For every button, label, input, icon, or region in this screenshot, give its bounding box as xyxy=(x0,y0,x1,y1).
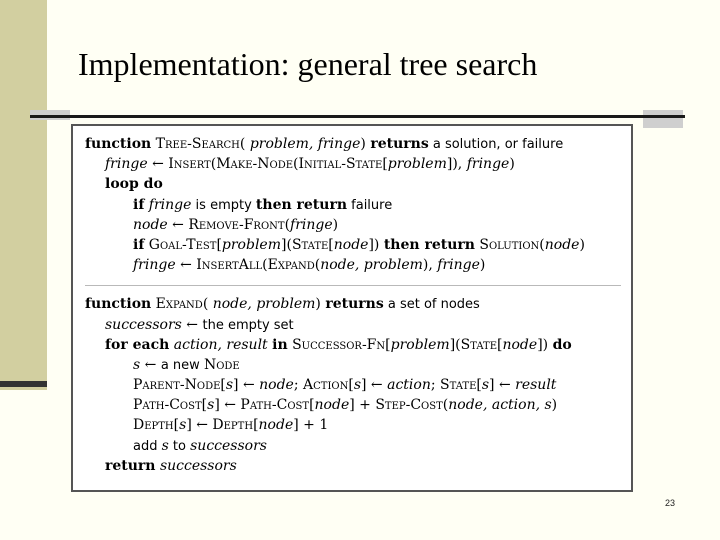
code-token: ← xyxy=(175,257,197,274)
tree-search-line xyxy=(85,255,621,275)
code-token: s xyxy=(225,377,234,394)
code-token: [ xyxy=(220,377,226,394)
code-token: Depth xyxy=(212,417,254,434)
title-rule xyxy=(30,115,685,118)
code-token: ]) xyxy=(537,336,553,353)
code-token: Step-Cost xyxy=(375,397,443,414)
code-token: in xyxy=(272,336,288,353)
code-token: do xyxy=(552,336,572,353)
code-token: node, action, s xyxy=(448,397,552,414)
code-token: fringe xyxy=(290,216,333,233)
code-token: node xyxy=(333,236,369,253)
code-token: s xyxy=(481,377,490,394)
code-token: [ xyxy=(385,336,391,353)
code-token: fringe xyxy=(437,257,480,274)
code-token: s xyxy=(133,356,141,373)
code-token: State xyxy=(291,236,329,253)
code-token: fringe xyxy=(466,156,510,173)
expand-line xyxy=(85,355,621,375)
slide-side-band xyxy=(0,0,47,390)
code-token: return xyxy=(105,457,156,474)
tree-search-block xyxy=(85,134,621,275)
code-token: problem xyxy=(221,236,281,253)
expand-line xyxy=(85,415,621,435)
code-token: problem xyxy=(390,336,450,353)
code-token: node xyxy=(258,417,294,434)
code-token: loop do xyxy=(105,176,163,193)
expand-line xyxy=(85,436,621,456)
code-token: successors xyxy=(159,457,237,474)
expand-line xyxy=(85,456,621,476)
code-token: [ xyxy=(201,397,208,414)
code-token: problem xyxy=(387,156,447,173)
code-token: ) xyxy=(360,136,371,152)
code-token: ( xyxy=(284,216,291,233)
algorithm-box xyxy=(71,124,633,492)
code-token: returns xyxy=(370,136,429,152)
tree-search-line xyxy=(85,134,621,154)
code-token: Successor-Fn xyxy=(292,336,386,353)
code-token: node xyxy=(133,216,168,233)
code-token: action, result xyxy=(173,336,268,353)
code-token: function xyxy=(85,136,152,152)
code-token: a set of nodes xyxy=(383,297,480,313)
expand-line xyxy=(85,315,621,335)
expand-line xyxy=(85,375,621,395)
expand-line xyxy=(85,395,621,415)
code-token: ( xyxy=(262,257,268,274)
code-token: ) xyxy=(332,216,339,233)
code-token: Goal-Test xyxy=(148,236,217,253)
code-token: to xyxy=(168,438,191,454)
tree-search-line xyxy=(85,235,621,255)
code-token: ] ← xyxy=(361,377,388,394)
code-token: ] + xyxy=(349,397,376,414)
code-token: ( xyxy=(314,257,321,274)
code-token: ) xyxy=(579,236,585,253)
code-token: ← xyxy=(181,316,203,333)
page-number: 23 xyxy=(665,498,676,508)
code-token: node, problem xyxy=(320,257,423,274)
code-token: Remove-Front xyxy=(188,216,285,233)
expand-line xyxy=(85,335,621,355)
code-token: a solution, or failure xyxy=(428,137,564,152)
code-token: Tree-Search xyxy=(155,136,240,152)
code-token: ]), xyxy=(446,156,467,173)
slide-title: Implementation: general tree search xyxy=(78,46,538,82)
code-token: [ xyxy=(216,236,222,253)
code-token: ; xyxy=(430,377,441,394)
code-token: ] + 1 xyxy=(293,417,329,434)
code-token: s xyxy=(207,397,215,414)
code-token: node xyxy=(314,397,350,414)
code-token: [ xyxy=(328,236,334,253)
code-token: ( xyxy=(239,136,250,152)
code-token: add xyxy=(133,438,162,454)
code-token: Path-Cost xyxy=(133,397,202,414)
code-token: ) xyxy=(315,296,326,313)
code-token: ]( xyxy=(281,236,292,253)
code-token: ] ← xyxy=(214,397,241,414)
code-token: for each xyxy=(105,336,170,353)
expand-line xyxy=(85,294,621,314)
code-token: [ xyxy=(309,397,315,414)
code-token: Insert xyxy=(168,156,211,173)
code-token: then return xyxy=(383,236,475,253)
code-token: node xyxy=(502,336,538,353)
code-token: failure xyxy=(347,197,393,213)
code-token: if xyxy=(133,236,145,253)
code-token: Path-Cost xyxy=(240,397,310,414)
tree-search-line xyxy=(85,195,621,215)
code-token: a new xyxy=(160,357,204,373)
code-token: [ xyxy=(476,377,482,394)
slide-side-accent xyxy=(0,381,47,387)
code-token: is empty xyxy=(191,197,256,213)
code-token: node, problem xyxy=(212,296,316,313)
section-divider xyxy=(85,285,621,286)
title-rule-accent-right xyxy=(643,110,683,128)
tree-search-line xyxy=(85,174,621,194)
code-token: ) xyxy=(509,156,515,173)
code-token: action xyxy=(387,377,431,394)
code-token: [ xyxy=(253,417,259,434)
code-token: State xyxy=(440,377,477,394)
code-token: Make-Node xyxy=(216,156,294,173)
code-token: if xyxy=(133,196,145,213)
code-token: successors xyxy=(190,437,267,454)
code-token: [ xyxy=(497,336,503,353)
code-token: node xyxy=(259,377,294,394)
code-token: s xyxy=(353,377,362,394)
code-token: function xyxy=(85,296,152,313)
code-token: Solution xyxy=(479,236,540,253)
code-token: ( xyxy=(202,296,213,313)
code-token: Depth xyxy=(133,417,174,434)
code-token: node xyxy=(544,236,580,253)
code-token: ]( xyxy=(449,336,461,353)
code-token: ] ← xyxy=(489,377,516,394)
code-token: fringe xyxy=(133,257,176,274)
code-token: ) xyxy=(479,257,486,274)
code-token: ← xyxy=(167,216,189,233)
code-token: [ xyxy=(348,377,354,394)
tree-search-line xyxy=(85,215,621,235)
code-token: then return xyxy=(255,196,348,213)
code-token: s xyxy=(161,437,169,454)
code-token: Node xyxy=(203,356,240,373)
code-token: Expand xyxy=(155,296,203,313)
code-token: InsertAll xyxy=(196,257,263,274)
code-token: ← xyxy=(147,156,169,173)
code-token: [ xyxy=(382,156,388,173)
code-token: problem, fringe xyxy=(249,136,361,152)
code-token: ]) xyxy=(368,236,384,253)
code-token: ] ← xyxy=(186,417,213,434)
code-token: returns xyxy=(325,296,384,313)
code-token: Action xyxy=(303,377,349,394)
code-token: Expand xyxy=(267,257,315,274)
code-token: ( xyxy=(210,156,217,173)
code-token: result xyxy=(515,377,557,394)
code-token: ( xyxy=(442,397,449,414)
code-token: ← xyxy=(140,356,161,373)
code-token: Initial-State xyxy=(298,156,383,173)
code-token: the empty set xyxy=(202,317,294,333)
tree-search-line xyxy=(85,154,621,174)
code-token: ] ← xyxy=(233,377,260,394)
code-token: ( xyxy=(293,156,299,173)
code-token: ) xyxy=(551,397,558,414)
expand-block xyxy=(85,294,621,476)
code-token: State xyxy=(460,336,498,353)
code-token: successors xyxy=(105,316,182,333)
code-token: ), xyxy=(422,257,438,274)
code-token: ( xyxy=(539,236,545,253)
code-token: fringe xyxy=(105,156,148,173)
code-token: ; xyxy=(293,377,304,394)
code-token: s xyxy=(179,417,187,434)
code-token: [ xyxy=(173,417,180,434)
code-token: Parent-Node xyxy=(133,377,221,394)
code-token: fringe xyxy=(148,196,192,213)
